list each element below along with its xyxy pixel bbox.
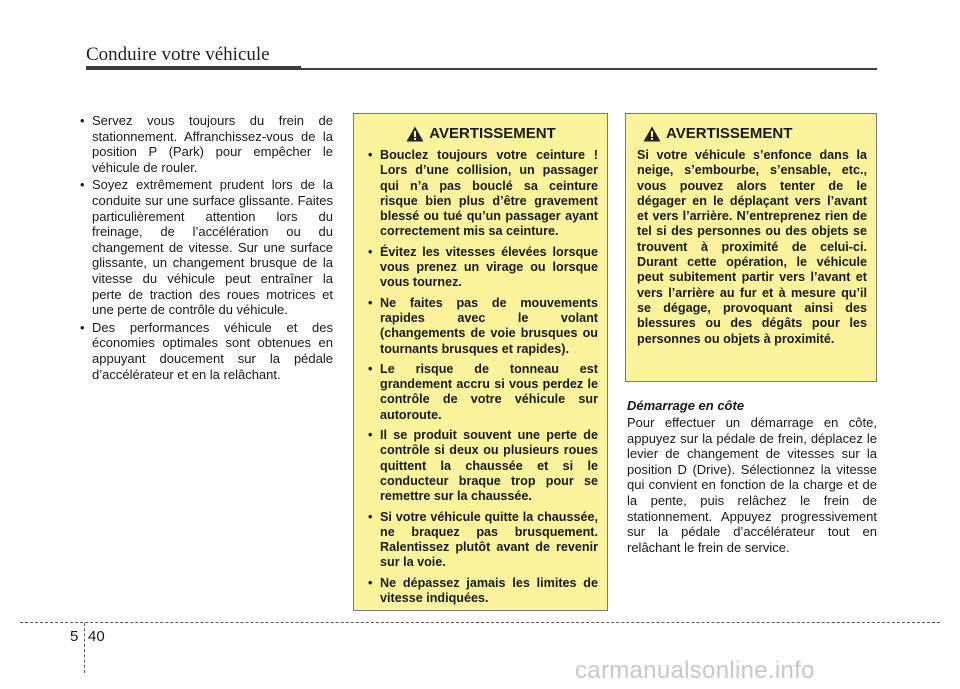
list-item: • Soyez extrêmement prudent lors de la conduite sur une surface glissante. Faites particulièrement attention lors du freinage, de l’accélération ou du changement de vitesse. Sur une surface glissante, un changement brusque de la vitesse du véhicule peut entraîner la perte de traction des roues motrices et une perte de contrôle du véhicule. bbox=[76, 177, 333, 317]
list-item: • Des performances véhicule et des économies optimales sont obtenues en appuyant doucement sur la pédale d’accélérateur et en la relâchant. bbox=[76, 320, 333, 382]
warning-heading bbox=[364, 126, 598, 142]
list-item: • Servez vous toujours du frein de stationnement. Affranchissez-vous de la position P (Park) pour empêcher le véhicule de rouler. bbox=[76, 113, 333, 175]
left-bullet-list bbox=[76, 113, 333, 382]
footer-divider bbox=[84, 623, 85, 673]
warning-heading bbox=[637, 126, 867, 142]
left-column bbox=[76, 113, 333, 384]
list-item: • Ne faites pas de mouvements rapides avec le volant (changements de voie brusques ou tournants brusques et rapides). bbox=[364, 296, 598, 357]
list-item: • Ne dépassez jamais les limites de vitesse indiquées. bbox=[364, 576, 598, 607]
warning-heading-label: AVERTISSEMENT bbox=[429, 125, 556, 143]
warning-triangle-icon bbox=[643, 126, 661, 142]
warning-body: Si votre véhicule s’enfonce dans la neige, s’embourbe, s’ensable, etc., vous pouvez alors tenter de le dégager en le déplaçant vers l’avant et vers l’arrière. N’entreprenez rien de tel si des personnes ou des objets se trouvent à proximité de celui-ci. Durant cette opération, le véhicule peut subitement partir vers l’avant et vers l’arrière au fur et à mesure qu’il se dégage, provoquant ainsi des blessures ou des dégâts pour les personnes ou objets à proximité. bbox=[637, 148, 867, 346]
section-title: Démarrage en côte bbox=[627, 398, 745, 413]
list-item: • Si votre véhicule quitte la chaussée, ne braquez pas brusquement. Ralentissez plutôt avant de revenir sur la voie. bbox=[364, 510, 598, 571]
list-item: • Il se produit souvent une perte de contrôle si deux ou plusieurs roues quittent la chaussée et si le conducteur braque trop pour se remettre sur la chaussée. bbox=[364, 428, 598, 504]
warning-box-left bbox=[353, 113, 608, 611]
page-title: Conduire votre véhicule bbox=[86, 44, 270, 65]
chapter-number: 5 bbox=[70, 628, 79, 645]
warning-list bbox=[364, 148, 598, 606]
warning-box-right bbox=[625, 113, 877, 382]
warning-triangle-icon bbox=[406, 126, 424, 142]
page-number: 40 bbox=[88, 628, 105, 645]
list-item: • Évitez les vitesses élevées lorsque vous prenez un virage ou lorsque vous tournez. bbox=[364, 245, 598, 291]
header-rule-thin bbox=[301, 68, 877, 70]
header-rule-thick bbox=[86, 66, 301, 70]
list-item: • Bouclez toujours votre ceinture ! Lors d’une collision, un passager qui n’a pas bouclé sa ceinture risque bien plus d’être gravement blessé ou tué qu’un passager ayant correctement mis sa ceinture. bbox=[364, 148, 598, 240]
section-body: Pour effectuer un démarrage en côte, appuyez sur la pédale de frein, déplacez le levier de changement de vitesses sur la position D (Drive). Sélectionnez la vitesse qui convient en fonction de la charge et de la pente, puis relâchez le frein de stationnement. Appuyez progressivement sur la pédale d’accélérateur tout en relâchant le frein de service. bbox=[627, 415, 877, 555]
list-item: • Le risque de tonneau est grandement accru si vous perdez le contrôle de votre véhicule sur autoroute. bbox=[364, 362, 598, 423]
warning-heading-label: AVERTISSEMENT bbox=[666, 125, 793, 143]
footer-rule bbox=[20, 622, 940, 623]
watermark: carmanualsonline.info bbox=[575, 657, 815, 684]
